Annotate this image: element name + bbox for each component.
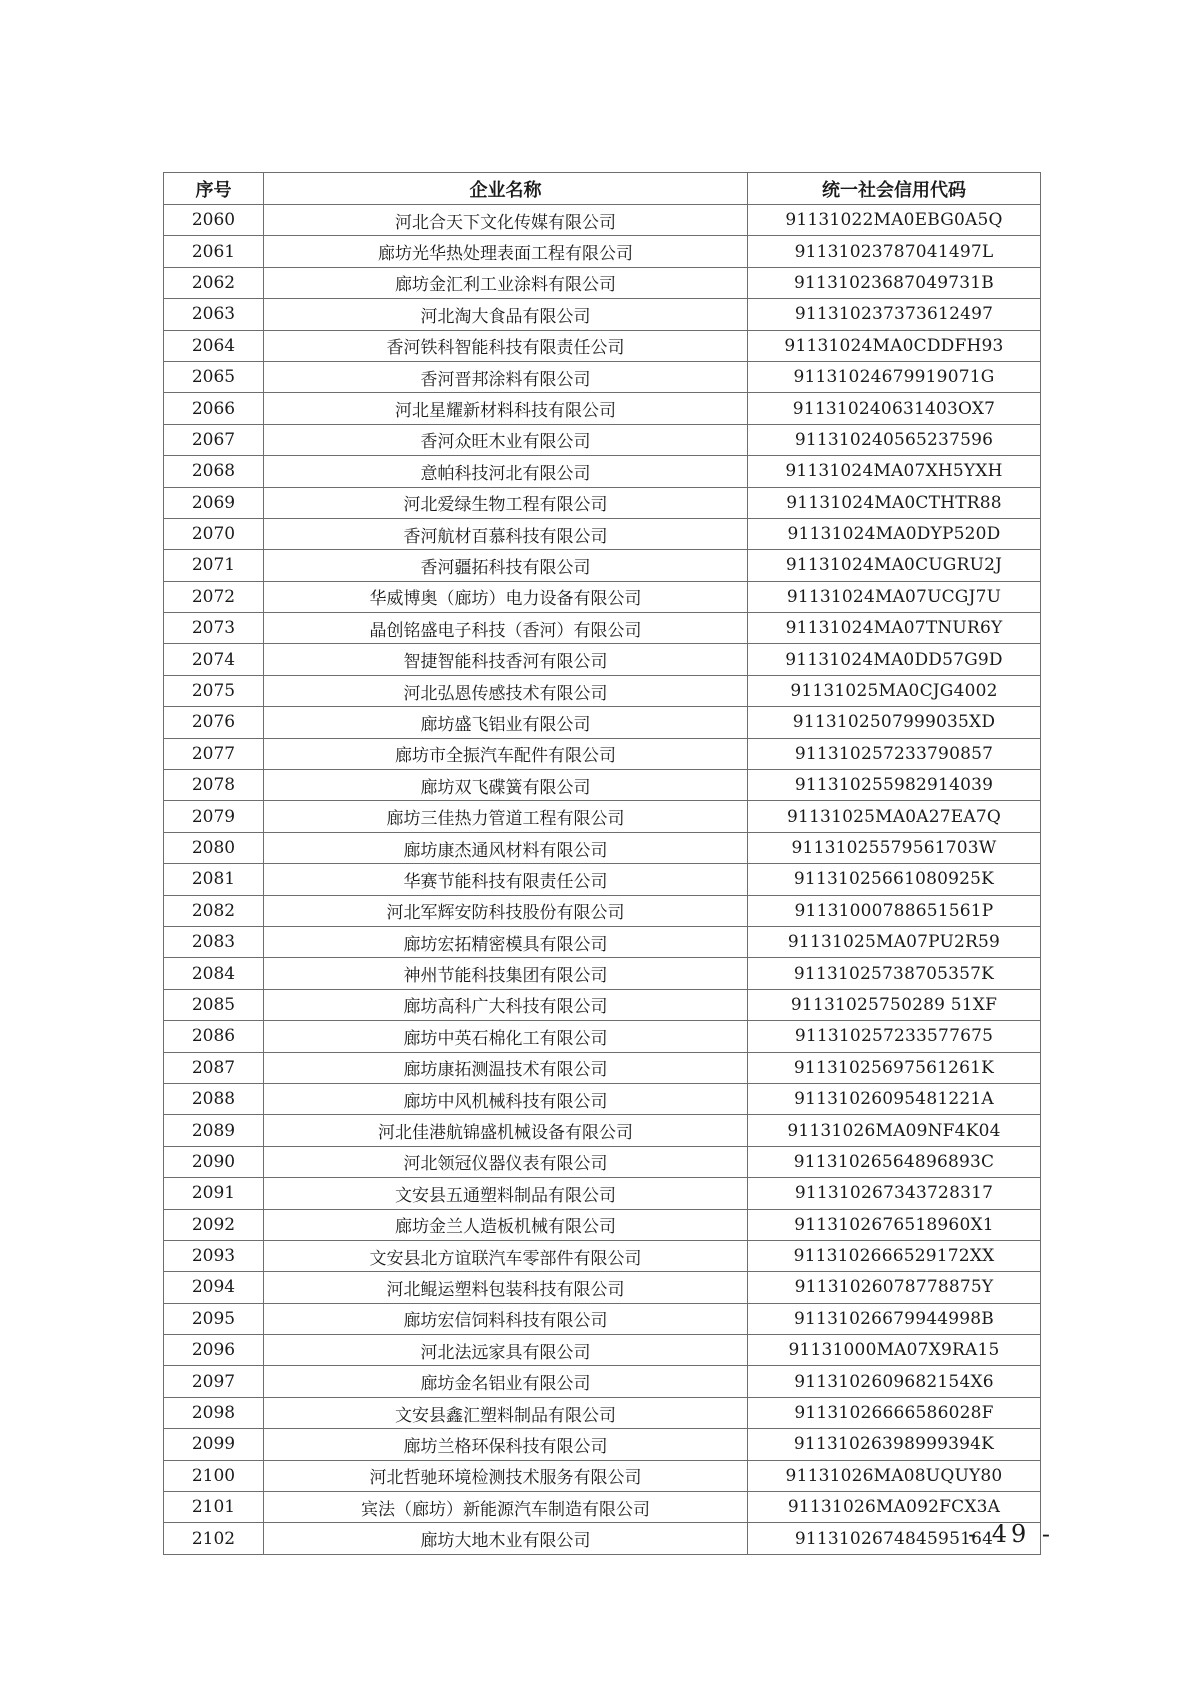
page-number: - 49 - bbox=[968, 1520, 1055, 1548]
cell-serial-number: 2063 bbox=[164, 299, 264, 330]
cell-serial-number: 2087 bbox=[164, 1052, 264, 1083]
cell-credit-code: 91131025750289 51XF bbox=[748, 989, 1041, 1020]
table-row bbox=[164, 1366, 1041, 1397]
cell-credit-code: 91131024MA07TNUR6Y bbox=[748, 613, 1041, 644]
table-row bbox=[164, 550, 1041, 581]
cell-company-name: 廊坊金兰人造板机械有限公司 bbox=[264, 1209, 748, 1240]
table-row bbox=[164, 581, 1041, 612]
table-row bbox=[164, 864, 1041, 895]
cell-serial-number: 2070 bbox=[164, 518, 264, 549]
cell-company-name: 廊坊高科广大科技有限公司 bbox=[264, 989, 748, 1020]
cell-company-name: 华赛节能科技有限责任公司 bbox=[264, 864, 748, 895]
cell-serial-number: 2068 bbox=[164, 456, 264, 487]
cell-credit-code: 911310267484595164 bbox=[748, 1523, 1041, 1554]
table-row bbox=[164, 424, 1041, 455]
cell-company-name: 河北佳港航锦盛机械设备有限公司 bbox=[264, 1115, 748, 1146]
table-row bbox=[164, 487, 1041, 518]
cell-credit-code: 91131022MA0EBG0A5Q bbox=[748, 205, 1041, 236]
cell-company-name: 廊坊康拓测温技术有限公司 bbox=[264, 1052, 748, 1083]
header-serial-number: 序号 bbox=[164, 173, 264, 205]
cell-serial-number: 2072 bbox=[164, 581, 264, 612]
cell-serial-number: 2078 bbox=[164, 770, 264, 801]
cell-company-name: 廊坊金名铝业有限公司 bbox=[264, 1366, 748, 1397]
cell-credit-code: 91131024MA07XH5YXH bbox=[748, 456, 1041, 487]
table-body bbox=[164, 205, 1041, 1555]
cell-company-name: 廊坊中英石棉化工有限公司 bbox=[264, 1021, 748, 1052]
cell-credit-code: 91131024MA07UCGJ7U bbox=[748, 581, 1041, 612]
cell-company-name: 晶创铭盛电子科技（香河）有限公司 bbox=[264, 613, 748, 644]
cell-serial-number: 2084 bbox=[164, 958, 264, 989]
cell-company-name: 香河铁科智能科技有限责任公司 bbox=[264, 330, 748, 361]
cell-credit-code: 91131026MA08UQUY80 bbox=[748, 1460, 1041, 1491]
cell-credit-code: 911310240631403OX7 bbox=[748, 393, 1041, 424]
cell-serial-number: 2098 bbox=[164, 1397, 264, 1428]
cell-credit-code: 91131026MA09NF4K04 bbox=[748, 1115, 1041, 1146]
table-row bbox=[164, 738, 1041, 769]
cell-company-name: 香河众旺木业有限公司 bbox=[264, 424, 748, 455]
cell-serial-number: 2066 bbox=[164, 393, 264, 424]
cell-credit-code: 91131025MA0A27EA7Q bbox=[748, 801, 1041, 832]
cell-company-name: 河北弘恩传感技术有限公司 bbox=[264, 675, 748, 706]
table-header-row bbox=[164, 173, 1041, 205]
table-row bbox=[164, 1492, 1041, 1523]
table-row bbox=[164, 1146, 1041, 1177]
table-row bbox=[164, 1335, 1041, 1366]
cell-serial-number: 2085 bbox=[164, 989, 264, 1020]
table-row bbox=[164, 613, 1041, 644]
cell-credit-code: 91131025738705357K bbox=[748, 958, 1041, 989]
cell-credit-code: 91131000788651561P bbox=[748, 895, 1041, 926]
cell-credit-code: 91131025MA0CJG4002 bbox=[748, 675, 1041, 706]
cell-credit-code: 91131026679944998B bbox=[748, 1303, 1041, 1334]
cell-company-name: 廊坊宏信饲料科技有限公司 bbox=[264, 1303, 748, 1334]
cell-credit-code: 91131023687049731B bbox=[748, 267, 1041, 298]
cell-serial-number: 2064 bbox=[164, 330, 264, 361]
cell-credit-code: 91131023787041497L bbox=[748, 236, 1041, 267]
cell-company-name: 廊坊盛飞铝业有限公司 bbox=[264, 707, 748, 738]
cell-company-name: 河北哲驰环境检测技术服务有限公司 bbox=[264, 1460, 748, 1491]
table-row bbox=[164, 1052, 1041, 1083]
cell-company-name: 廊坊三佳热力管道工程有限公司 bbox=[264, 801, 748, 832]
cell-credit-code: 91131024MA0CDDFH93 bbox=[748, 330, 1041, 361]
table-row bbox=[164, 1021, 1041, 1052]
cell-credit-code: 911310267343728317 bbox=[748, 1178, 1041, 1209]
cell-serial-number: 2061 bbox=[164, 236, 264, 267]
cell-company-name: 华威博奥（廊坊）电力设备有限公司 bbox=[264, 581, 748, 612]
cell-serial-number: 2069 bbox=[164, 487, 264, 518]
cell-serial-number: 2077 bbox=[164, 738, 264, 769]
cell-company-name: 文安县鑫汇塑料制品有限公司 bbox=[264, 1397, 748, 1428]
cell-credit-code: 911310255982914039 bbox=[748, 770, 1041, 801]
table-row bbox=[164, 1083, 1041, 1114]
cell-company-name: 河北法远家具有限公司 bbox=[264, 1335, 748, 1366]
cell-serial-number: 2076 bbox=[164, 707, 264, 738]
cell-serial-number: 2086 bbox=[164, 1021, 264, 1052]
table-row bbox=[164, 1429, 1041, 1460]
cell-credit-code: 91131024MA0DD57G9D bbox=[748, 644, 1041, 675]
cell-company-name: 河北爱绿生物工程有限公司 bbox=[264, 487, 748, 518]
header-credit-code: 统一社会信用代码 bbox=[748, 173, 1041, 205]
table-row bbox=[164, 1460, 1041, 1491]
cell-serial-number: 2080 bbox=[164, 832, 264, 863]
cell-serial-number: 2090 bbox=[164, 1146, 264, 1177]
cell-serial-number: 2074 bbox=[164, 644, 264, 675]
table-row bbox=[164, 1115, 1041, 1146]
cell-company-name: 河北星耀新材料科技有限公司 bbox=[264, 393, 748, 424]
cell-serial-number: 2088 bbox=[164, 1083, 264, 1114]
cell-credit-code: 91131026078778875Y bbox=[748, 1272, 1041, 1303]
cell-credit-code: 9113102609682154X6 bbox=[748, 1366, 1041, 1397]
table-row bbox=[164, 1209, 1041, 1240]
cell-company-name: 廊坊大地木业有限公司 bbox=[264, 1523, 748, 1554]
table-row bbox=[164, 770, 1041, 801]
cell-credit-code: 91131026564896893C bbox=[748, 1146, 1041, 1177]
table-row bbox=[164, 1272, 1041, 1303]
cell-company-name: 廊坊宏拓精密模具有限公司 bbox=[264, 926, 748, 957]
cell-serial-number: 2102 bbox=[164, 1523, 264, 1554]
table-row bbox=[164, 205, 1041, 236]
cell-company-name: 神州节能科技集团有限公司 bbox=[264, 958, 748, 989]
cell-credit-code: 91131000MA07X9RA15 bbox=[748, 1335, 1041, 1366]
table-row bbox=[164, 644, 1041, 675]
cell-credit-code: 9113102507999035XD bbox=[748, 707, 1041, 738]
table-row bbox=[164, 1303, 1041, 1334]
table-row bbox=[164, 299, 1041, 330]
cell-credit-code: 91131026666586028F bbox=[748, 1397, 1041, 1428]
cell-serial-number: 2075 bbox=[164, 675, 264, 706]
cell-credit-code: 911310257233577675 bbox=[748, 1021, 1041, 1052]
cell-company-name: 智捷智能科技香河有限公司 bbox=[264, 644, 748, 675]
cell-serial-number: 2082 bbox=[164, 895, 264, 926]
cell-company-name: 文安县五通塑料制品有限公司 bbox=[264, 1178, 748, 1209]
cell-credit-code: 9113102676518960X1 bbox=[748, 1209, 1041, 1240]
table-row bbox=[164, 801, 1041, 832]
table-row bbox=[164, 518, 1041, 549]
cell-company-name: 香河晋邦涂料有限公司 bbox=[264, 361, 748, 392]
table-row bbox=[164, 1178, 1041, 1209]
cell-company-name: 廊坊金汇利工业涂料有限公司 bbox=[264, 267, 748, 298]
cell-company-name: 河北鲲运塑料包装科技有限公司 bbox=[264, 1272, 748, 1303]
table-row bbox=[164, 456, 1041, 487]
cell-credit-code: 91131024MA0CTHTR88 bbox=[748, 487, 1041, 518]
table-row bbox=[164, 1240, 1041, 1271]
table-row bbox=[164, 989, 1041, 1020]
table-row bbox=[164, 236, 1041, 267]
table-row bbox=[164, 1397, 1041, 1428]
cell-company-name: 廊坊双飞碟簧有限公司 bbox=[264, 770, 748, 801]
cell-serial-number: 2101 bbox=[164, 1492, 264, 1523]
cell-serial-number: 2097 bbox=[164, 1366, 264, 1397]
cell-serial-number: 2089 bbox=[164, 1115, 264, 1146]
cell-serial-number: 2091 bbox=[164, 1178, 264, 1209]
cell-credit-code: 911310257233790857 bbox=[748, 738, 1041, 769]
cell-serial-number: 2099 bbox=[164, 1429, 264, 1460]
cell-company-name: 香河疆拓科技有限公司 bbox=[264, 550, 748, 581]
cell-serial-number: 2079 bbox=[164, 801, 264, 832]
cell-credit-code: 91131024MA0DYP520D bbox=[748, 518, 1041, 549]
cell-credit-code: 91131024679919071G bbox=[748, 361, 1041, 392]
header-company-name: 企业名称 bbox=[264, 173, 748, 205]
table-row bbox=[164, 393, 1041, 424]
table-row bbox=[164, 267, 1041, 298]
cell-serial-number: 2096 bbox=[164, 1335, 264, 1366]
enterprise-table bbox=[163, 172, 1041, 1555]
cell-serial-number: 2100 bbox=[164, 1460, 264, 1491]
cell-credit-code: 91131024MA0CUGRU2J bbox=[748, 550, 1041, 581]
table-row bbox=[164, 707, 1041, 738]
cell-credit-code: 91131025579561703W bbox=[748, 832, 1041, 863]
cell-company-name: 文安县北方谊联汽车零部件有限公司 bbox=[264, 1240, 748, 1271]
cell-credit-code: 91131026398999394K bbox=[748, 1429, 1041, 1460]
cell-serial-number: 2094 bbox=[164, 1272, 264, 1303]
cell-credit-code: 9113102666529172XX bbox=[748, 1240, 1041, 1271]
table-row bbox=[164, 330, 1041, 361]
cell-serial-number: 2071 bbox=[164, 550, 264, 581]
cell-company-name: 廊坊康杰通风材料有限公司 bbox=[264, 832, 748, 863]
table-row bbox=[164, 958, 1041, 989]
cell-serial-number: 2095 bbox=[164, 1303, 264, 1334]
cell-serial-number: 2065 bbox=[164, 361, 264, 392]
cell-company-name: 廊坊光华热处理表面工程有限公司 bbox=[264, 236, 748, 267]
cell-serial-number: 2073 bbox=[164, 613, 264, 644]
cell-company-name: 宾法（廊坊）新能源汽车制造有限公司 bbox=[264, 1492, 748, 1523]
table-row bbox=[164, 1523, 1041, 1554]
cell-serial-number: 2062 bbox=[164, 267, 264, 298]
cell-serial-number: 2092 bbox=[164, 1209, 264, 1240]
cell-company-name: 廊坊中风机械科技有限公司 bbox=[264, 1083, 748, 1114]
cell-credit-code: 91131025697561261K bbox=[748, 1052, 1041, 1083]
cell-serial-number: 2067 bbox=[164, 424, 264, 455]
cell-credit-code: 91131025MA07PU2R59 bbox=[748, 926, 1041, 957]
cell-company-name: 河北军辉安防科技股份有限公司 bbox=[264, 895, 748, 926]
cell-serial-number: 2060 bbox=[164, 205, 264, 236]
table-row bbox=[164, 675, 1041, 706]
cell-company-name: 河北领冠仪器仪表有限公司 bbox=[264, 1146, 748, 1177]
table-row bbox=[164, 361, 1041, 392]
cell-credit-code: 91131025661080925K bbox=[748, 864, 1041, 895]
cell-company-name: 河北淘大食品有限公司 bbox=[264, 299, 748, 330]
table-row bbox=[164, 895, 1041, 926]
cell-company-name: 廊坊市全振汽车配件有限公司 bbox=[264, 738, 748, 769]
cell-serial-number: 2093 bbox=[164, 1240, 264, 1271]
cell-serial-number: 2081 bbox=[164, 864, 264, 895]
cell-credit-code: 91131026095481221A bbox=[748, 1083, 1041, 1114]
cell-serial-number: 2083 bbox=[164, 926, 264, 957]
cell-company-name: 香河航材百慕科技有限公司 bbox=[264, 518, 748, 549]
cell-credit-code: 911310237373612497 bbox=[748, 299, 1041, 330]
cell-company-name: 意帕科技河北有限公司 bbox=[264, 456, 748, 487]
table-row bbox=[164, 926, 1041, 957]
cell-company-name: 河北合天下文化传媒有限公司 bbox=[264, 205, 748, 236]
cell-credit-code: 911310240565237596 bbox=[748, 424, 1041, 455]
cell-credit-code: 91131026MA092FCX3A bbox=[748, 1492, 1041, 1523]
cell-company-name: 廊坊兰格环保科技有限公司 bbox=[264, 1429, 748, 1460]
table-row bbox=[164, 832, 1041, 863]
